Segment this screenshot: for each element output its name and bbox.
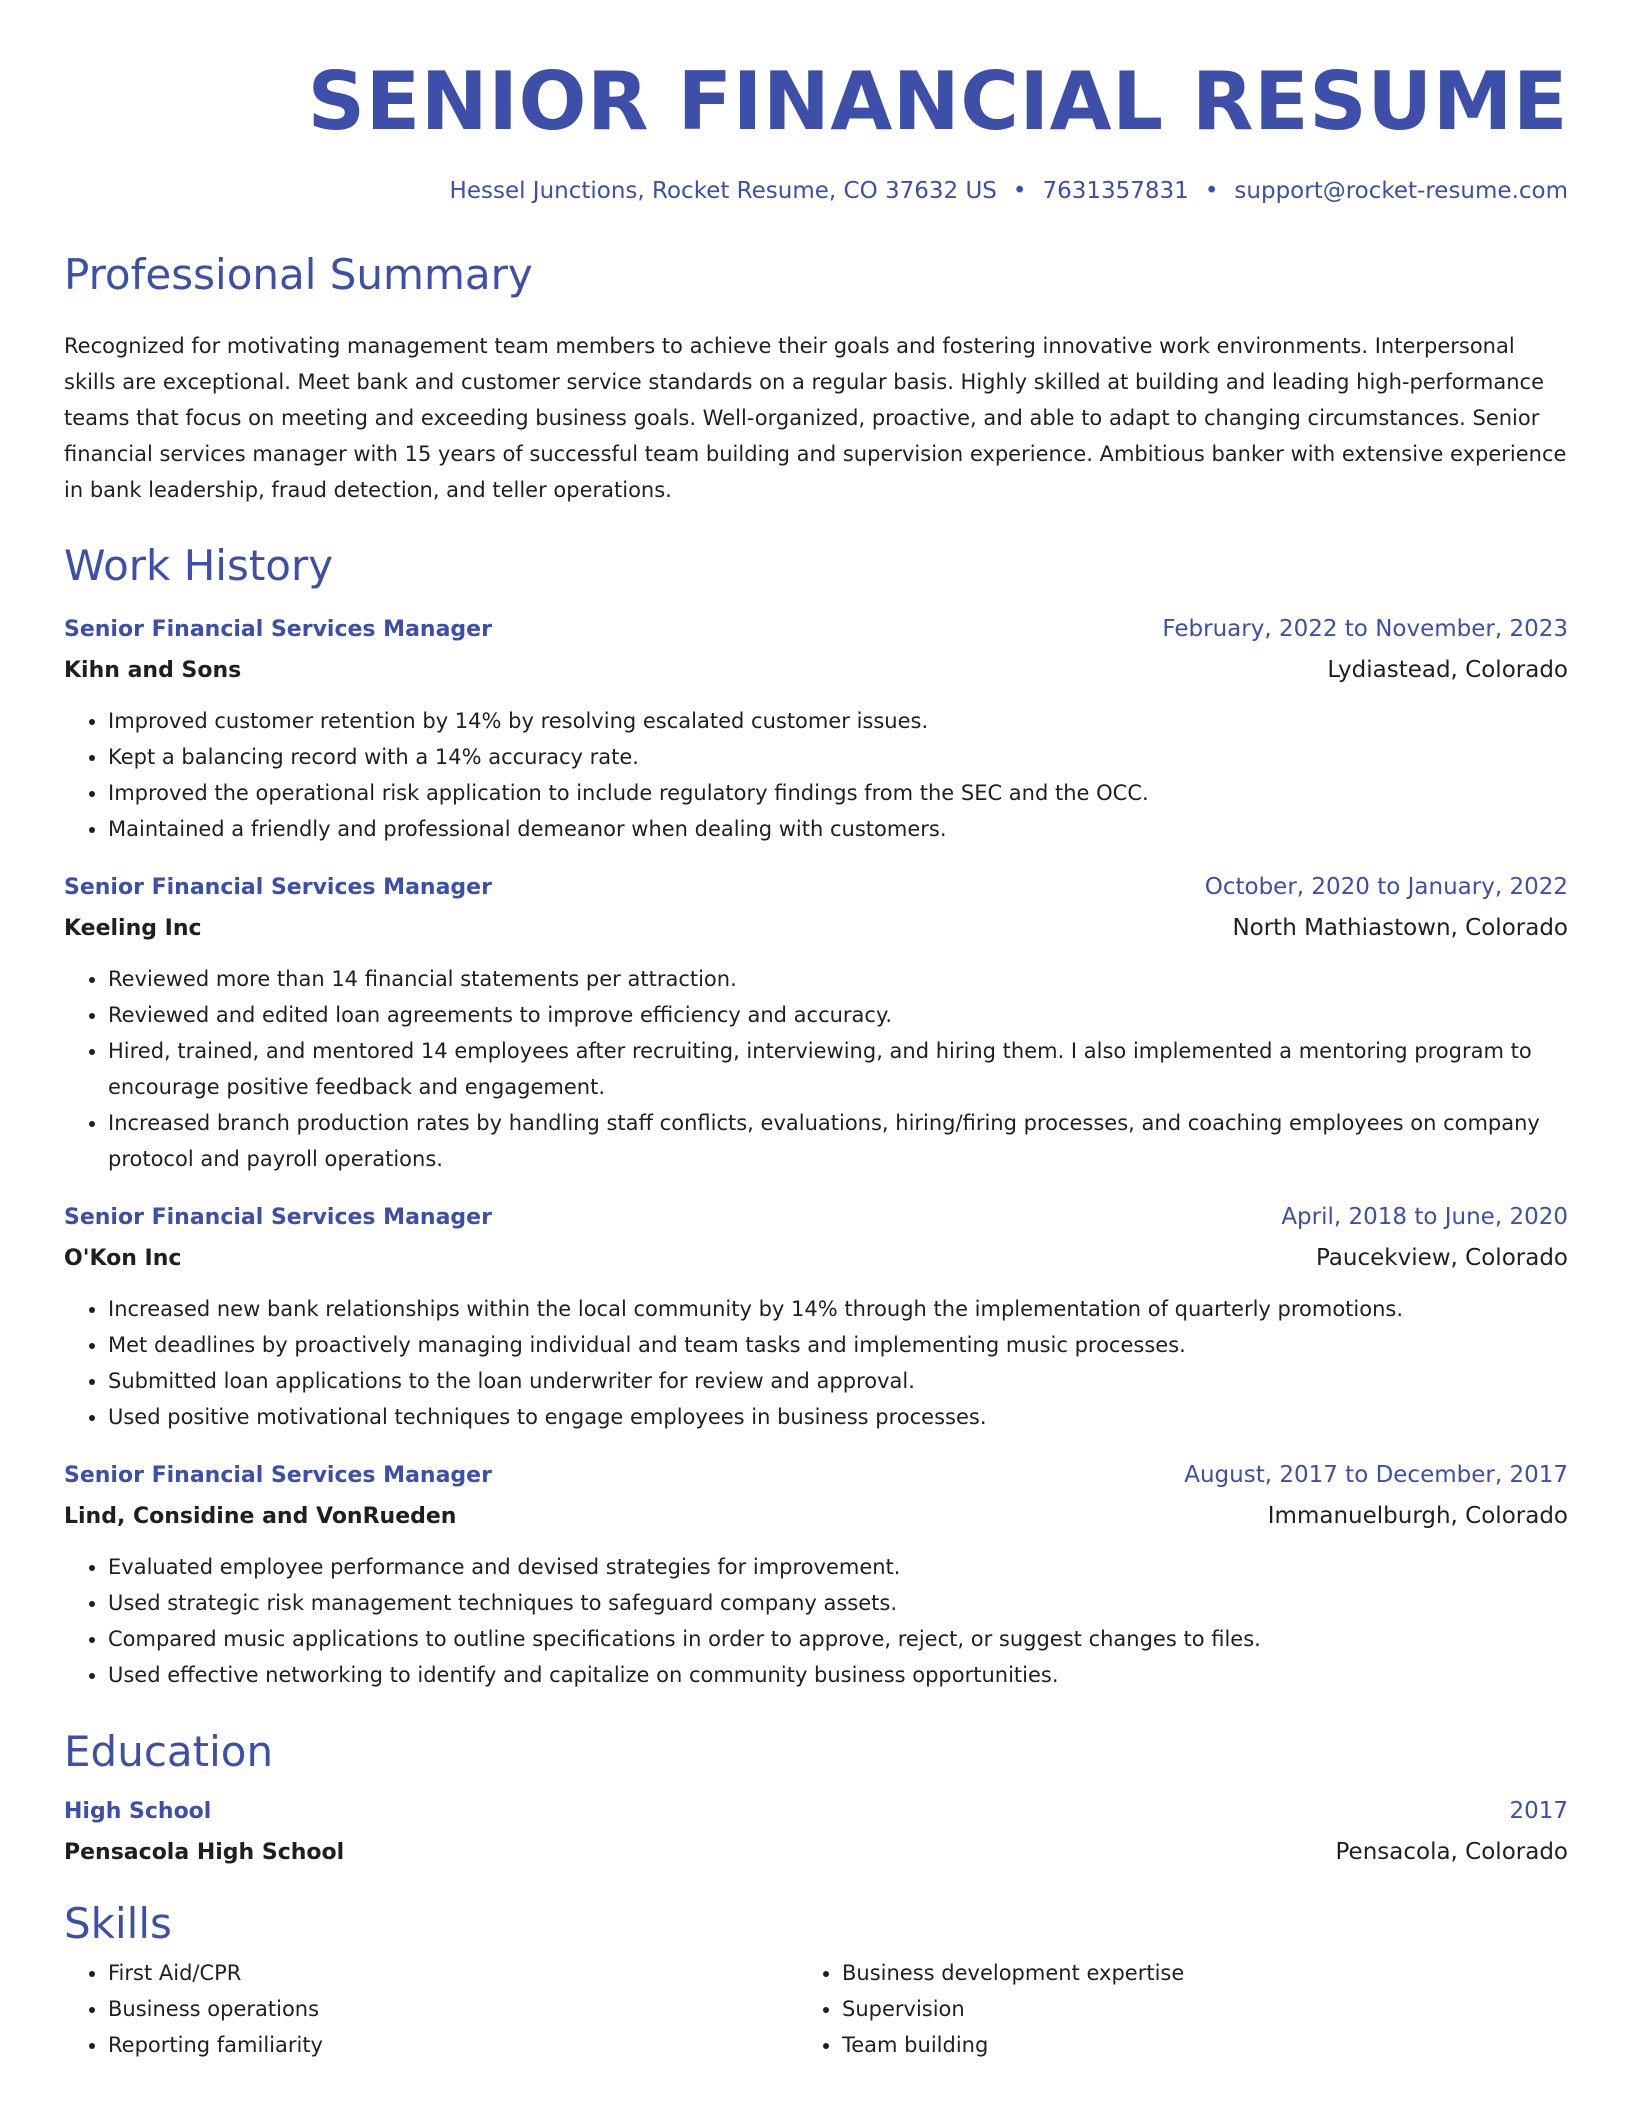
company-name: Keeling Inc [64,916,202,941]
job-title-row [64,1455,1568,1496]
contact-email: support@rocket-resume.com [1234,178,1568,204]
job-title: Senior Financial Services Manager [64,1205,492,1230]
company-row [64,1496,1568,1537]
job-bullet: • Submitted loan applications to the loan underwriter for review and approval. [108,1363,1568,1399]
job-bullet: • Evaluated employee performance and devised strategies for improvement. [108,1549,1568,1585]
job-bullet: • Compared music applications to outline specifications in order to approve, reject, or suggest changes to files. [108,1621,1568,1657]
job-bullet: • Reviewed and edited loan agreements to improve efficiency and accuracy. [108,997,1568,1033]
skill-item: • Reporting familiarity [108,2027,798,2063]
job-bullet: • Used effective networking to identify and capitalize on community business opportunities. [108,1657,1568,1693]
company-row [64,1238,1568,1279]
job-dates: April, 2018 to June, 2020 [1281,1204,1568,1230]
skills-list [64,1955,1568,2063]
job-dates: February, 2022 to November, 2023 [1162,616,1568,642]
job-bullet: • Improved customer retention by 14% by resolving escalated customer issues. [108,703,1568,739]
company-name: Lind, Considine and VonRueden [64,1504,457,1529]
job-bullets [64,961,1568,1177]
job-location: Paucekview, Colorado [1315,1245,1568,1271]
company-row [64,650,1568,691]
skills-column [798,1955,1542,2063]
job-dates: August, 2017 to December, 2017 [1184,1462,1568,1488]
job-bullet: • Used positive motivational techniques to engage employees in business processes. [108,1399,1568,1435]
job-bullet: • Hired, trained, and mentored 14 employees after recruiting, interviewing, and hiring them. I also implemented a mentoring program to encourage positive feedback and engagement. [108,1033,1568,1105]
education-school: Pensacola High School [64,1840,345,1865]
skills-column [64,1955,798,2063]
job-title-row [64,867,1568,908]
skills-heading: Skills [64,1899,172,1948]
contact-phone: 7631357831 [1042,178,1189,204]
job-title: Senior Financial Services Manager [64,617,492,642]
job-title: Senior Financial Services Manager [64,1463,492,1488]
education-degree-row [64,1791,1568,1832]
job-bullet: • Improved the operational risk application to include regulatory findings from the SEC and the OCC. [108,775,1568,811]
job-location: Lydiastead, Colorado [1327,657,1568,683]
job-location: North Mathiastown, Colorado [1232,915,1568,941]
skill-item: • Business development expertise [842,1955,1542,1991]
job-bullet: • Used strategic risk management techniques to safeguard company assets. [108,1585,1568,1621]
summary-text: Recognized for motivating management team members to achieve their goals and fostering innovative work environments. Interpersonal skills are exceptional. Meet bank and customer service standards on a regular basis. Highly skilled at building and leading high-performance teams that focus on meeting and exceeding business goals. Well-organized, proactive, and able to adapt to changing circumstances. Senior financial services manager with 15 years of successful team building and supervision experience. Ambitious banker with extensive experience in bank leadership, fraud detection, and teller operations. [64,334,1567,502]
job-bullet: • Reviewed more than 14 financial statements per attraction. [108,961,1568,997]
job-bullet: • Maintained a friendly and professional demeanor when dealing with customers. [108,811,1568,847]
skill-item: • Team building [842,2027,1542,2063]
resume-page [64,0,1568,2063]
job-bullet: • Kept a balancing record with a 14% accuracy rate. [108,739,1568,775]
job-title-row [64,1197,1568,1238]
job-bullets [64,1549,1568,1693]
resume-name: SENIOR FINANCIAL RESUME [307,55,1568,148]
job-bullet: • Met deadlines by proactively managing individual and team tasks and implementing music processes. [108,1327,1568,1363]
job-bullet: • Increased branch production rates by handling staff conflicts, evaluations, hiring/firing processes, and coaching employees on company protocol and payroll operations. [108,1105,1568,1177]
job-dates: October, 2020 to January, 2022 [1204,874,1568,900]
education-degree: High School [64,1799,212,1824]
job-bullet: • Increased new bank relationships within the local community by 14% through the implementation of quarterly promotions. [108,1291,1568,1327]
education-school-row [64,1832,1568,1873]
skill-item: • Supervision [842,1991,1542,2027]
company-name: Kihn and Sons [64,658,242,683]
summary-heading: Professional Summary [64,250,533,299]
job-title: Senior Financial Services Manager [64,875,492,900]
job-bullets [64,1291,1568,1435]
job-entry [64,609,1568,847]
education-year: 2017 [1509,1798,1568,1824]
work-history-heading: Work History [64,541,334,590]
education-heading: Education [64,1727,274,1776]
company-name: O'Kon Inc [64,1246,182,1271]
contact-address: Hessel Junctions, Rocket Resume, CO 37632 US [449,178,997,204]
job-title-row [64,609,1568,650]
skill-item: • Business operations [108,1991,798,2027]
job-bullets [64,703,1568,847]
contact-line [64,178,1568,204]
education-entry [64,1791,1568,1873]
job-entry [64,1455,1568,1693]
contact-separator: • [1204,178,1219,204]
job-entry [64,1197,1568,1435]
skill-item: • First Aid/CPR [108,1955,798,1991]
company-row [64,908,1568,949]
education-location: Pensacola, Colorado [1335,1839,1568,1865]
job-location: Immanuelburgh, Colorado [1267,1503,1568,1529]
contact-separator: • [1012,178,1027,204]
job-entry [64,867,1568,1177]
